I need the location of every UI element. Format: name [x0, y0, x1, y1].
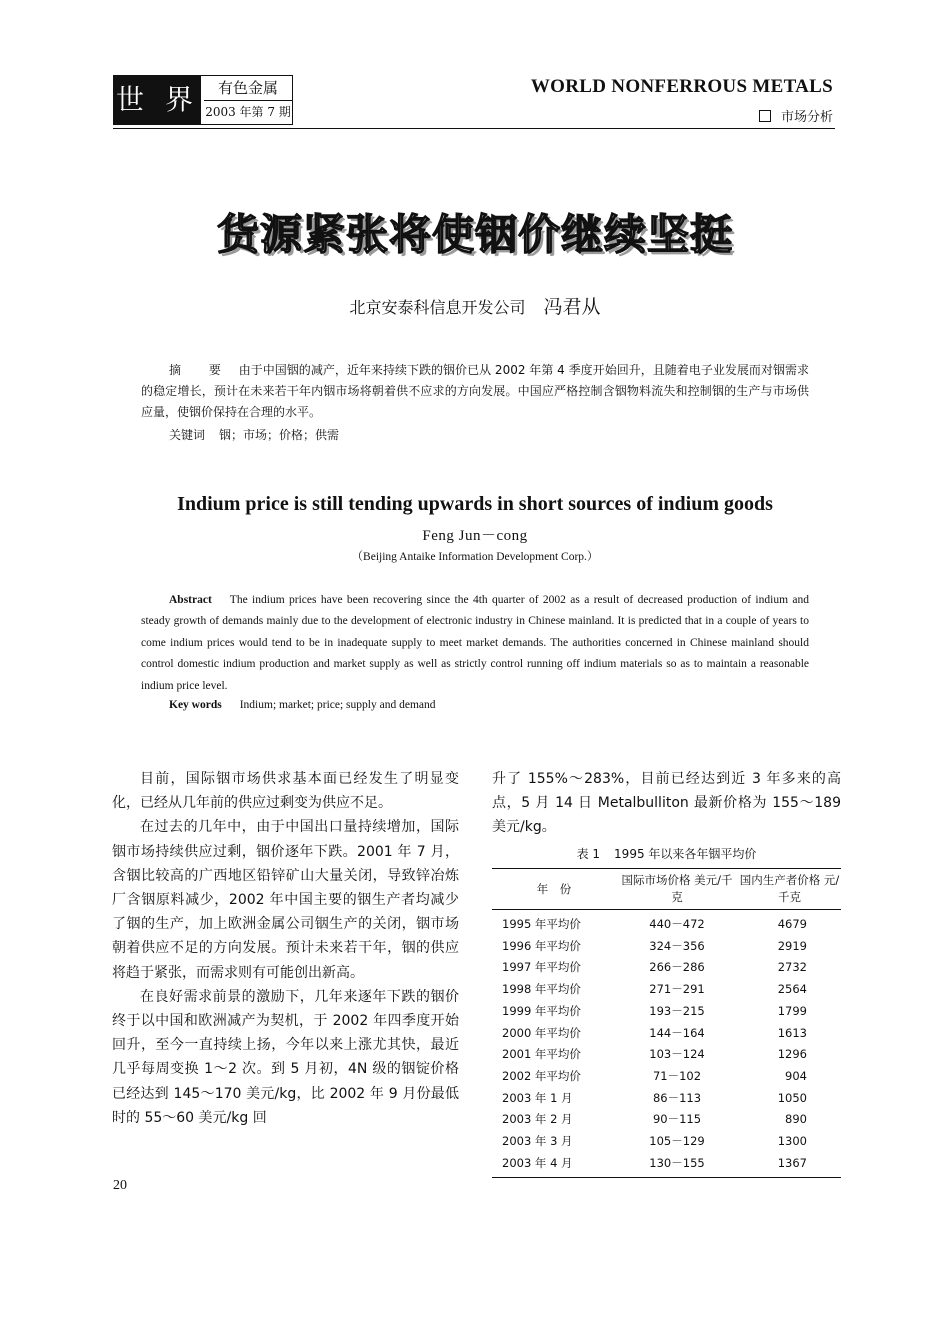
section-label: 市场分析	[780, 110, 833, 125]
cell-intl-price: 71－102	[652, 1068, 702, 1083]
keywords-cn-text: 铟；市场；价格；供需	[219, 428, 340, 442]
cell-intl-price: 440－472	[649, 917, 705, 931]
cell-intl-price: 271－291	[649, 982, 705, 997]
body-paragraph: 在过去的几年中，由于中国出口量持续增加，国际铟市场持续供应过剩，铟价逐年下跌。2001 年 7 月，含铟比较高的广西地区铅锌矿山大量关闭，导致锌冶炼厂含铟原料减少，2002 年中国主要的铟生产者均减少了铟的生产，加上欧洲金属公司铟生产的关闭，铟市场朝着供应不足的方向发展。预计未来若干年，铟的供应将趋于紧张，而需求则有可能创出新高。	[112, 819, 459, 981]
cell-domestic-price: 904	[785, 1068, 807, 1083]
page-number: 20	[113, 1178, 127, 1193]
author-name-en: Feng Jun－cong	[422, 528, 528, 544]
cell-domestic-price: 2919	[777, 938, 807, 953]
logo-issue: 2003 年第 7 期	[205, 105, 291, 119]
table-caption-text: 1995 年以来各年铟平均价	[614, 847, 757, 861]
cell-year: 2003 年 2 月	[502, 1112, 573, 1127]
cell-year: 2003 年 3 月	[502, 1134, 573, 1149]
cell-year: 2001 年平均价	[502, 1047, 581, 1062]
table-row	[492, 957, 841, 979]
cell-domestic-price: 1799	[777, 1003, 807, 1018]
header-divider	[113, 128, 835, 129]
header-domestic-price: 国内生产者价格 元/千克	[736, 869, 841, 910]
cell-domestic-price: 2732	[777, 960, 807, 975]
body-left-column	[112, 767, 459, 1130]
table-row	[492, 1023, 841, 1045]
section-tag	[759, 106, 833, 125]
cell-year: 1999 年平均价	[502, 1003, 581, 1018]
table-row	[492, 1001, 841, 1023]
header-year: 年 份	[492, 869, 618, 910]
table-row	[492, 1109, 841, 1131]
abstract-cn-text: 由于中国铟的减产，近年来持续下跌的铟价已从 2002 年第 4 季度开始回升，且随着电子业发展而对铟需求的稳定增长，预计在未来若干年内铟市场将朝着供不应求的方向发展。中国应严格控制含铟物料流失和控制铟的生产与市场供应量，使铟价保持在合理的水平。	[141, 363, 809, 419]
table-row	[492, 979, 841, 1001]
cell-year: 1998 年平均价	[502, 982, 581, 997]
cell-year: 2000 年平均价	[502, 1025, 581, 1040]
price-table	[492, 868, 841, 1178]
cell-year: 1997 年平均价	[502, 960, 581, 975]
body-right-column	[492, 767, 841, 840]
keywords-en	[169, 699, 436, 711]
cell-intl-price: 90－115	[652, 1112, 702, 1127]
author-name-cn: 冯君从	[543, 296, 601, 318]
cell-domestic-price: 1050	[777, 1090, 807, 1105]
affiliation-cn: 北京安泰科信息开发公司	[349, 298, 526, 317]
abstract-cn	[141, 360, 809, 423]
table-row	[492, 910, 841, 936]
cell-domestic-price: 1300	[777, 1134, 807, 1149]
keywords-cn	[169, 426, 339, 443]
table-row	[492, 1044, 841, 1066]
body-paragraph: 在良好需求前景的激励下，几年来逐年下跌的铟价终于以中国和欧洲减产为契机，于 2002 年四季度开始回升，至今一直持续上扬，今年以来上涨尤其快，最近几乎每周变换 1～2 次。到 5 月初，4N 级的铟锭价格已经达到 145～170 美元/kg，比 2002 年 9 月份最低时的 55～60 美元/kg 回	[112, 988, 459, 1126]
cell-domestic-price: 890	[785, 1112, 807, 1127]
cell-domestic-price: 1296	[777, 1047, 807, 1062]
article-title-en: Indium price is still tending upwards in short sources of indium goods	[177, 493, 773, 515]
abstract-en-text: The indium prices have been recovering since the 4th quarter of 2002 as a result of decreased production of indium and steady growth of demands mainly due to the development of electronic industry in Chinese mainland. It is predicted that in a couple of years to come indium prices would tend to be in inadequate supply to meet market demands. The authorities concerned in Chinese mainland should control domestic indium production and market supply as well as strictly control running off indium materials so as to maintain a reasonable indium price level.	[141, 594, 809, 692]
table-row	[492, 1131, 841, 1153]
body-paragraph: 升了 155%～283%，目前已经达到近 3 年多来的高点，5 月 14 日 Metalbulliton 最新价格为 155～189 美元/kg。	[492, 771, 841, 836]
cell-intl-price: 86－113	[652, 1090, 702, 1105]
cell-domestic-price: 4679	[777, 917, 807, 931]
abstract-en	[141, 590, 809, 697]
cell-year: 2003 年 1 月	[502, 1090, 573, 1105]
abstract-cn-label: 摘 要	[169, 363, 233, 377]
table-header-row	[492, 869, 841, 910]
table-row	[492, 1066, 841, 1088]
square-icon	[759, 110, 771, 122]
cell-year: 1995 年平均价	[502, 917, 581, 931]
abstract-en-label: Abstract	[169, 594, 212, 606]
author-line-cn	[0, 292, 950, 319]
cell-year: 2002 年平均价	[502, 1068, 581, 1083]
keywords-en-text: Indium; market; price; supply and demand	[239, 699, 436, 711]
cell-intl-price: 130－155	[618, 1153, 736, 1178]
logo-journal-name: 有色金属	[204, 77, 292, 101]
cell-domestic-price: 2564	[777, 982, 807, 997]
journal-title-en: WORLD NONFERROUS METALS	[530, 76, 833, 97]
header-intl-price: 国际市场价格 美元/千克	[618, 869, 736, 910]
table-row	[492, 1088, 841, 1110]
table-row	[492, 1153, 841, 1178]
keywords-en-label: Key words	[169, 699, 222, 711]
logo-world: 世 界	[114, 76, 201, 124]
body-paragraph: 目前，国际铟市场供求基本面已经发生了明显变化，已经从几年前的供应过剩变为供应不足。	[112, 771, 459, 812]
article-title-cn: 货源紧张将使铟价继续坚挺	[216, 210, 733, 259]
cell-intl-price: 324－356	[649, 938, 705, 953]
cell-year: 2003 年 4 月	[492, 1153, 618, 1178]
cell-intl-price: 266－286	[649, 960, 705, 975]
cell-intl-price: 193－215	[649, 1003, 705, 1018]
cell-domestic-price: 1613	[777, 1025, 807, 1040]
table-caption	[492, 845, 841, 862]
cell-intl-price: 105－129	[649, 1134, 705, 1149]
table-caption-number: 表 1	[576, 847, 601, 861]
cell-intl-price: 144－164	[649, 1025, 705, 1040]
keywords-cn-label: 关键词	[169, 428, 206, 442]
cell-year: 1996 年平均价	[502, 938, 581, 953]
table-row	[492, 936, 841, 958]
cell-intl-price: 103－124	[649, 1047, 705, 1062]
affiliation-en: （Beijing Antaike Information Development Corp.）	[351, 551, 599, 563]
cell-domestic-price: 1367	[736, 1153, 841, 1178]
journal-logo	[113, 75, 293, 125]
